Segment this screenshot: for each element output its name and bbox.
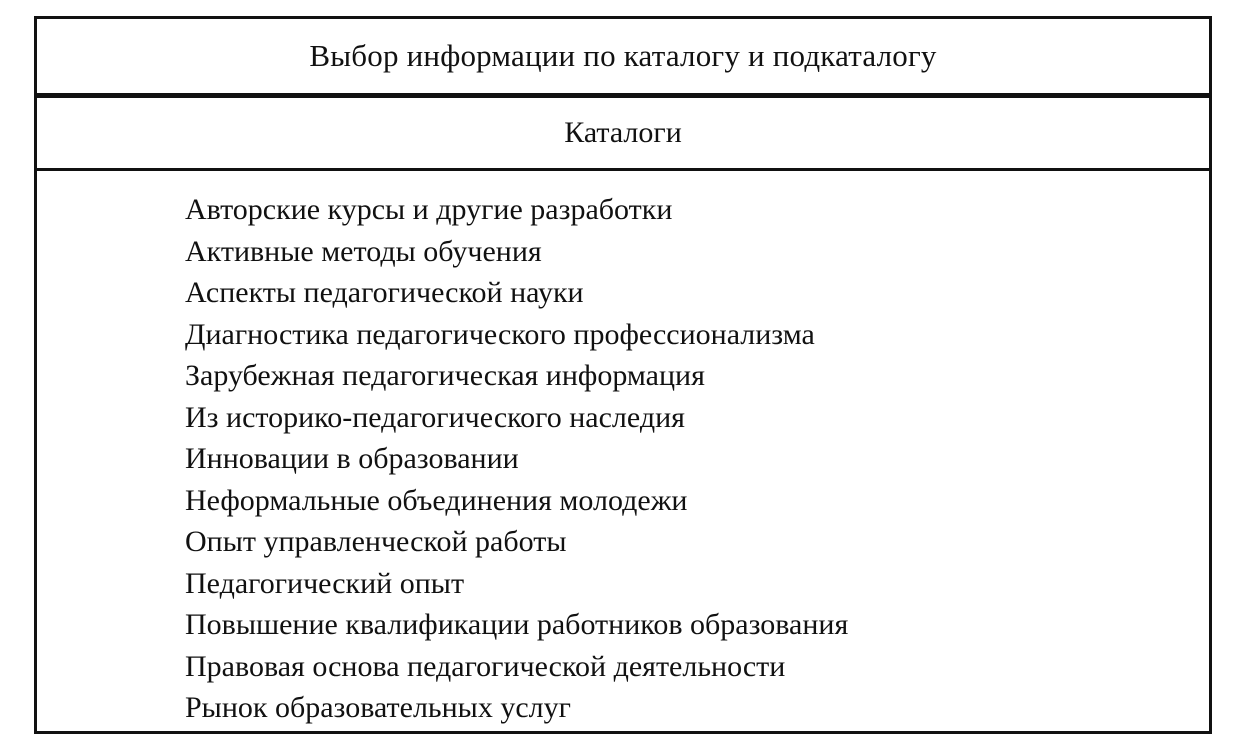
catalog-item[interactable]: Диагностика педагогического профессионализма — [185, 317, 815, 351]
catalog-list — [185, 189, 848, 729]
catalogs-header: Каталоги — [564, 116, 682, 149]
catalog-item[interactable]: Авторские курсы и другие разработки — [185, 193, 673, 226]
window-title: Выбор информации по каталогу и подкаталогу — [309, 38, 937, 73]
catalog-item[interactable]: Зарубежная педагогическая информация — [185, 359, 705, 392]
catalog-item[interactable]: Инновации в образовании — [185, 442, 519, 475]
catalog-item[interactable]: Педагогический опыт — [185, 566, 465, 600]
header-divider — [37, 168, 1209, 171]
catalog-item[interactable]: Рынок образовательных услуг — [185, 691, 571, 724]
catalog-item[interactable]: Из историко-педагогического наследия — [185, 400, 685, 434]
catalog-item[interactable]: Повышение квалификации работников образования — [185, 608, 849, 641]
catalog-item[interactable]: Аспекты педагогической науки — [185, 276, 584, 309]
catalog-item[interactable]: Правовая основа педагогической деятельности — [185, 649, 786, 683]
catalog-selection-window — [34, 16, 1212, 734]
catalog-item[interactable]: Неформальные объединения молодежи — [185, 483, 688, 517]
catalog-item[interactable]: Активные методы обучения — [185, 234, 542, 268]
catalog-item[interactable]: Опыт управленческой работы — [185, 525, 567, 558]
